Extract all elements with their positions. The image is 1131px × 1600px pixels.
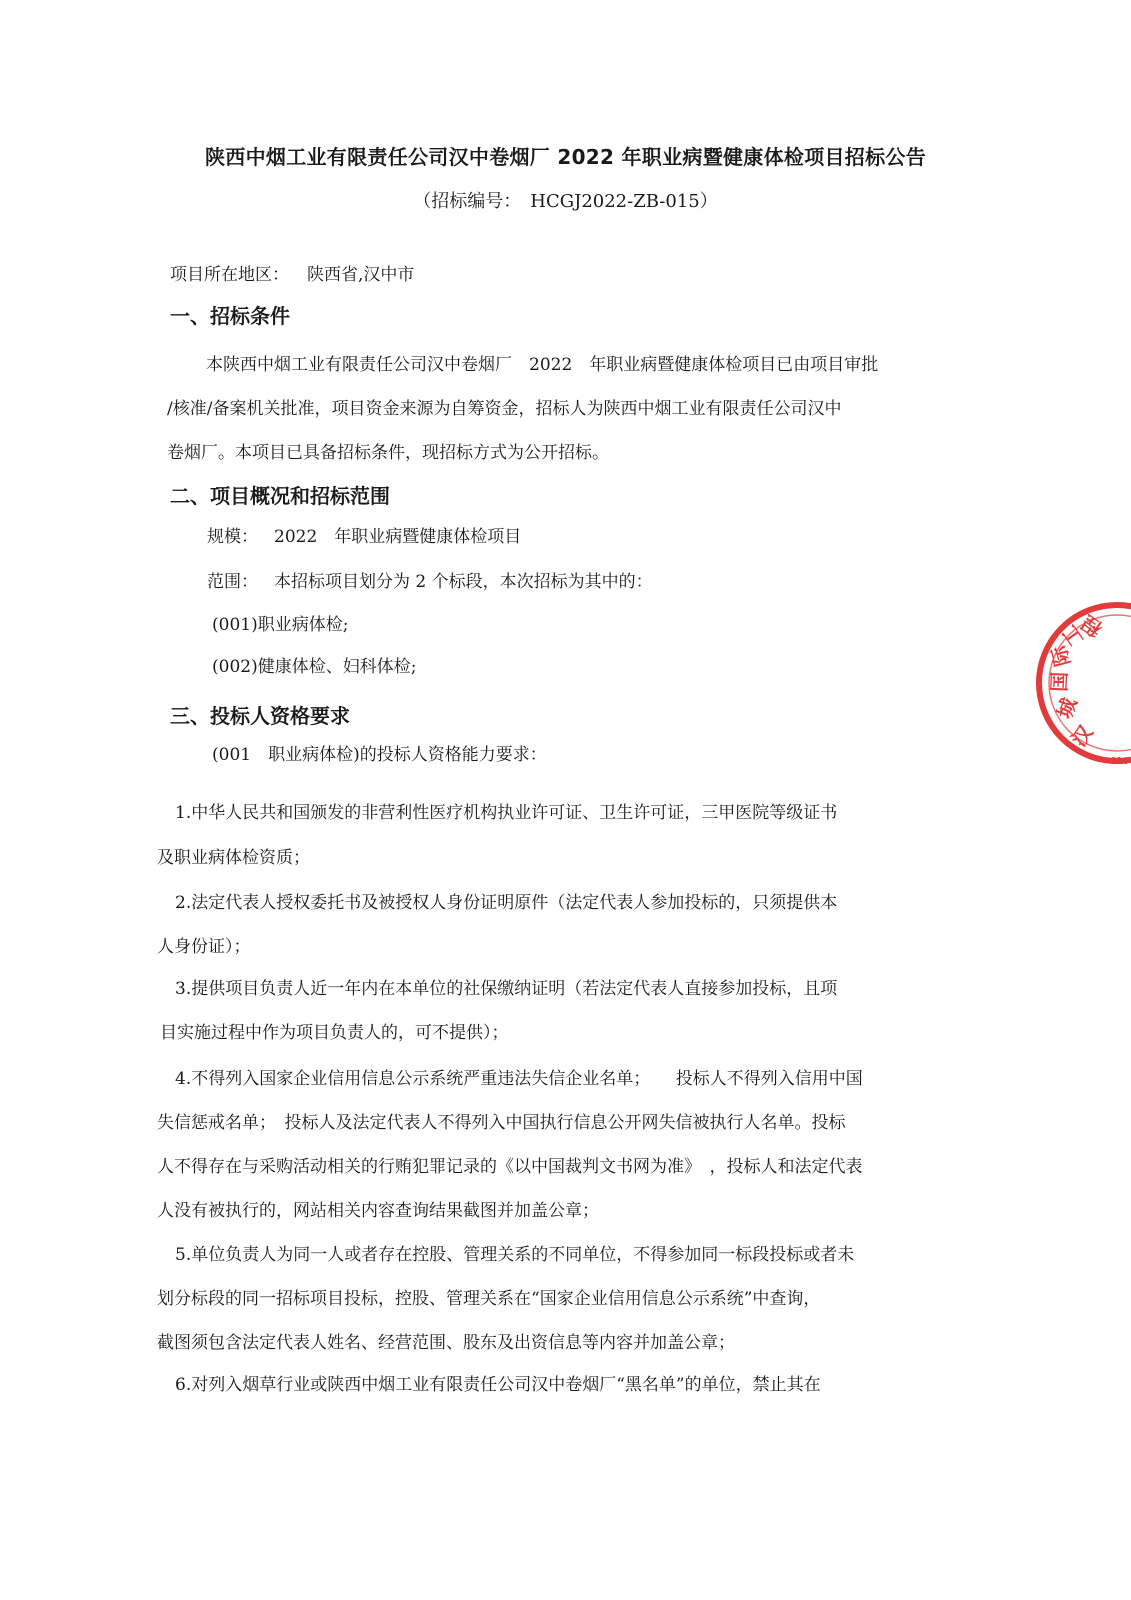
scope-label: 范围： bbox=[207, 572, 258, 592]
section1-line: 本陕西中烟工业有限责任公司汉中卷烟厂 2022 年职业病暨健康体检项目已由项目审批 bbox=[206, 355, 879, 375]
seal-number: 610 bbox=[1110, 756, 1130, 767]
requirement-line: 5.单位负责人为同一人或者存在控股、管理关系的不同单位，不得参加同一标段投标或者未 bbox=[175, 1245, 855, 1265]
lot-item: (002)健康体检、妇科体检; bbox=[212, 657, 417, 677]
section-heading-3: 三、投标人资格要求 bbox=[170, 704, 350, 728]
official-seal-stamp bbox=[1032, 598, 1131, 768]
requirement-line: 6.对列入烟草行业或陕西中烟工业有限责任公司汉中卷烟厂“黑名单”的单位，禁止其在 bbox=[175, 1375, 821, 1395]
section1-line: 卷烟厂。本项目已具备招标条件，现招标方式为公开招标。 bbox=[167, 443, 609, 463]
requirement-line: 截图须包含法定代表人姓名、经营范围、股东及出资信息等内容并加盖公章； bbox=[157, 1333, 735, 1353]
requirement-line: 人没有被执行的，网站相关内容查询结果截图并加盖公章； bbox=[157, 1201, 599, 1221]
svg-text:国: 国 bbox=[1047, 671, 1072, 693]
document-title: 陕西中烟工业有限责任公司汉中卷烟厂 2022 年职业病暨健康体检项目招标公告 bbox=[205, 145, 926, 169]
lot-item: (001)职业病体检; bbox=[212, 615, 349, 635]
requirement-line: 目实施过程中作为项目负责人的，可不提供）； bbox=[160, 1023, 509, 1043]
requirement-line: 4.不得列入国家企业信用信息公示系统严重违法失信企业名单； 投标人不得列入信用中国 bbox=[175, 1069, 863, 1089]
requirement-line: 及职业病体检资质； bbox=[157, 848, 310, 868]
scope-value: 本招标项目划分为 2 个标段，本次招标为其中的： bbox=[274, 572, 653, 592]
project-region bbox=[170, 260, 414, 285]
svg-text:汉: 汉 bbox=[1066, 720, 1098, 751]
requirement-line: 人不得存在与采购活动相关的行贿犯罪记录的《以中国裁判文书网为准》 ，投标人和法定代表 bbox=[157, 1157, 863, 1177]
requirement-line: 1.中华人民共和国颁发的非营利性医疗机构执业许可证、卫生许可证，三甲医院等级证书 bbox=[175, 803, 838, 823]
svg-text:程: 程 bbox=[1076, 610, 1107, 642]
section-heading-1: 一、招标条件 bbox=[170, 304, 290, 328]
scope-row bbox=[207, 567, 653, 592]
section1-line: /核准/备案机关批准，项目资金来源为自筹资金，招标人为陕西中烟工业有限责任公司汉中 bbox=[167, 399, 842, 419]
svg-text:城: 城 bbox=[1052, 694, 1082, 722]
scale-value: 2022 年职业病暨健康体检项目 bbox=[274, 527, 522, 547]
svg-text:工: 工 bbox=[1056, 620, 1089, 651]
section-heading-2: 二、项目概况和招标范围 bbox=[170, 484, 390, 508]
region-value: 陕西省,汉中市 bbox=[307, 265, 415, 285]
requirement-line: 2.法定代表人授权委托书及被授权人身份证明原件（法定代表人参加投标的，只须提供本 bbox=[175, 893, 838, 913]
requirement-line: 失信惩戒名单； 投标人及法定代表人不得列入中国执行信息公开网失信被执行人名单。投标 bbox=[157, 1113, 846, 1133]
region-label: 项目所在地区： bbox=[170, 265, 289, 285]
requirement-line: 人身份证）； bbox=[157, 937, 251, 957]
requirement-line: 3.提供项目负责人近一年内在本单位的社保缴纳证明（若法定代表人直接参加投标，且项 bbox=[175, 979, 838, 999]
svg-text:际: 际 bbox=[1046, 643, 1075, 669]
qualification-intro: (001 职业病体检)的投标人资格能力要求： bbox=[212, 745, 547, 765]
requirement-line: 划分标段的同一招标项目投标，控股、管理关系在“国家企业信用信息公示系统”中查询， bbox=[157, 1289, 821, 1309]
scale-row bbox=[207, 522, 521, 547]
scale-label: 规模： bbox=[207, 527, 258, 547]
tender-number: （招标编号： HCGJ2022-ZB-015） bbox=[413, 191, 718, 212]
